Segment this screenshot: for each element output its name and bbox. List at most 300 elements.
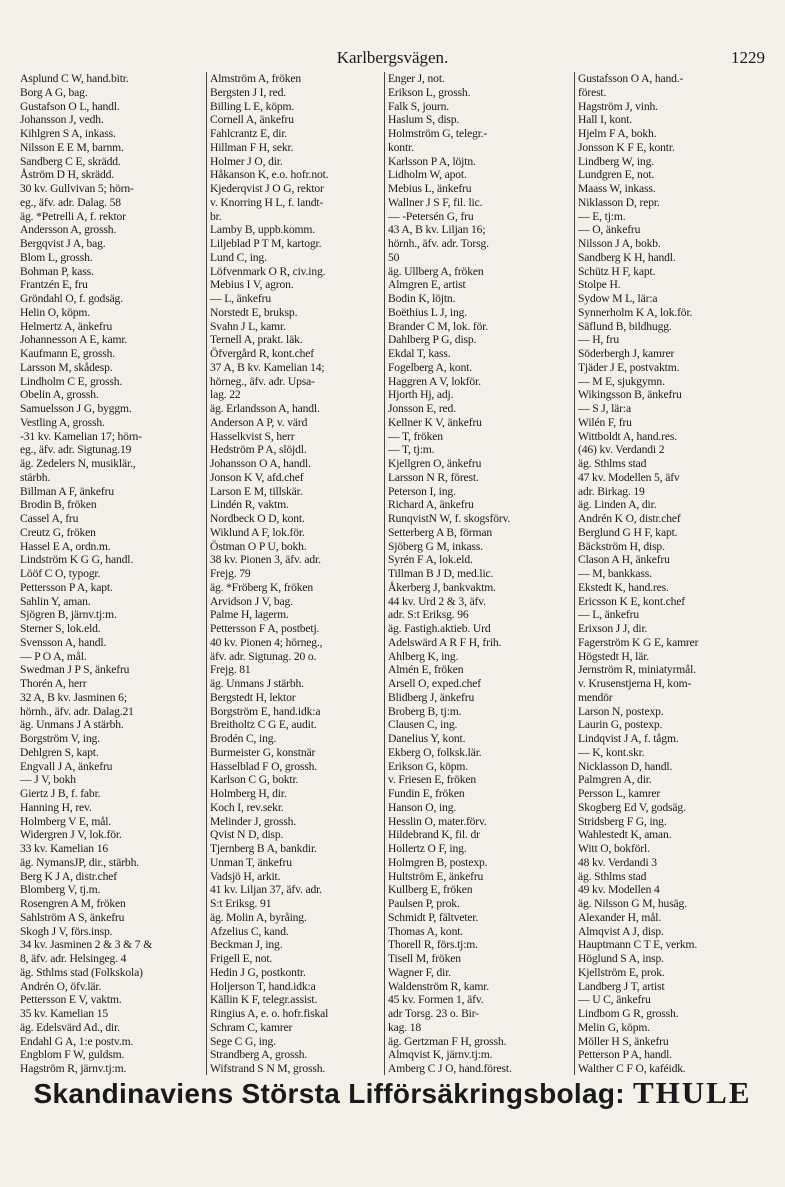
directory-line: Erikson G, köpm.	[388, 759, 469, 773]
directory-line: — L, änkefru	[578, 608, 639, 622]
directory-line: Löfvenmark O R, civ.ing.	[210, 264, 326, 278]
directory-line: äg. *Fröberg K, fröken	[210, 580, 314, 594]
directory-line: Bergsten J I, red.	[210, 85, 286, 99]
directory-line: RunqvistN W, f. skogsförv.	[388, 512, 511, 525]
directory-line: Jonsson E, red.	[388, 402, 456, 415]
directory-line: Schütz H F, kapt.	[578, 264, 656, 278]
directory-line: hörneg., äfv. adr. Upsa-	[210, 374, 315, 388]
directory-line: Kjellström E, prok.	[578, 965, 665, 979]
directory-line: Öfvergård R, kont.chef	[210, 347, 315, 360]
directory-line: Schmidt P, fältveter.	[388, 910, 479, 924]
directory-line: Giertz J B, f. fabr.	[20, 787, 101, 800]
directory-line: Koch I, rev.sekr.	[210, 800, 284, 814]
directory-line: Helin O, köpm.	[20, 305, 91, 319]
directory-line: Hildebrand K, fil. dr	[388, 828, 480, 842]
directory-line: Andrén K O, distr.chef	[578, 512, 681, 525]
directory-line: Almström A, fröken	[210, 72, 302, 85]
directory-line: Wiklund A F, lok.för.	[210, 525, 305, 539]
directory-line: Hall I, kont.	[578, 113, 633, 127]
directory-line: Nordbeck O D, kont.	[210, 512, 305, 525]
directory-line: adr. Birkag. 19	[578, 484, 645, 498]
directory-line: Fogelberg A, kont.	[388, 360, 473, 374]
directory-line: Sjögren B, järnv.tj:m.	[20, 608, 117, 622]
directory-line: Frejg. 79	[210, 567, 251, 580]
directory-line: Creutz G, fröken	[20, 525, 96, 539]
directory-line: äg. Fastigh.aktieb. Urd	[388, 622, 491, 635]
directory-line: Blomberg V, tj.m.	[20, 883, 101, 897]
directory-line: Hanson O, ing.	[388, 800, 457, 814]
directory-line: Obelin A, grossh.	[20, 388, 99, 402]
directory-line: 40 kv. Pionen 4; hörneg.,	[210, 635, 323, 649]
directory-line: Ekberg O, folksk.lär.	[388, 745, 482, 759]
directory-line: Landberg J T, artist	[578, 979, 665, 993]
directory-line: Lamby B, uppb.komm.	[210, 223, 316, 237]
directory-line: Åström D H, skrädd.	[20, 168, 115, 182]
directory-line: Breitholtz C G E, audit.	[210, 718, 317, 732]
directory-line: Engblom F W, guldsm.	[20, 1048, 125, 1062]
directory-line: Borgström E, hand.idk:a	[210, 704, 321, 718]
directory-line: Andersson A, grossh.	[20, 223, 117, 237]
directory-line: 44 kv. Urd 2 & 3, äfv.	[388, 594, 486, 608]
directory-line: Stridsberg F G, ing.	[578, 814, 667, 828]
directory-line: Lindqvist J A, f. tågm.	[578, 732, 679, 745]
directory-columns	[20, 72, 770, 1075]
directory-line: Johansson O A, handl.	[210, 457, 311, 470]
directory-line: Anderson A P, v. värd	[210, 415, 308, 429]
directory-line: — S J, lär:a	[578, 402, 631, 415]
directory-line: Nicklasson D, handl.	[578, 759, 673, 773]
directory-line: Håkanson K, e.o. hofr.not.	[210, 168, 329, 182]
directory-line: Hauptmann C T E, verkm.	[578, 938, 698, 952]
directory-line: Gröndahl O, f. godsäg.	[20, 292, 123, 305]
directory-line: stärbh.	[20, 470, 51, 484]
directory-line: Kaufmann E, grossh.	[20, 347, 116, 360]
directory-line: Samuelsson J G, byggm.	[20, 402, 132, 415]
directory-line: Billman A F, änkefru	[20, 484, 114, 498]
page-header	[20, 48, 765, 70]
directory-line: Stolpe H.	[578, 278, 621, 292]
directory-line: Karlson C G, boktr.	[210, 773, 299, 787]
directory-line: Sahlin Y, aman.	[20, 594, 91, 608]
directory-line: Strandberg A, grossh.	[210, 1048, 308, 1062]
directory-line: Bohman P, kass.	[20, 264, 94, 278]
directory-line: adr. S:t Eriksg. 96	[388, 608, 469, 622]
directory-line: Tjäder J E, postvaktm.	[578, 360, 680, 374]
directory-line: Arvidson J V, bag.	[210, 594, 293, 608]
directory-line: 8, äfv. adr. Helsingeg. 4	[20, 952, 127, 965]
street-title: Karlbergsvägen.	[336, 48, 449, 67]
directory-line: — U C, änkefru	[578, 993, 651, 1007]
directory-line: Frigell E, not.	[210, 952, 273, 965]
directory-line: Broberg B, tj:m.	[388, 704, 462, 718]
directory-line: Lundgren E, not.	[578, 168, 655, 182]
directory-line: 32 A, B kv. Jasminen 6;	[20, 690, 127, 704]
directory-line: Engvall J A, änkefru	[20, 759, 113, 773]
directory-line: äg. Gertzman F H, grossh.	[388, 1034, 507, 1048]
directory-line: 38 kv. Pionen 3, äfv. adr.	[210, 553, 321, 567]
directory-line: Cassel A, fru	[20, 512, 79, 525]
directory-line: Nilsson E E M, barnm.	[20, 140, 124, 154]
directory-line: Syrén F A, lok.eld.	[388, 553, 473, 567]
directory-line: Witt O, bokförl.	[578, 842, 650, 855]
directory-line: Brander C M, lok. för.	[388, 319, 489, 333]
directory-line: Walther C F O, kaféidk.	[578, 1062, 686, 1075]
directory-line: Lindholm C E, grossh.	[20, 374, 123, 388]
directory-line: Hillman F H, sekr.	[210, 140, 294, 154]
directory-line: Brodin B, fröken	[20, 498, 97, 512]
directory-line: Andrén O, öfv.lär.	[20, 979, 102, 993]
directory-line: Hedin J G, postkontr.	[210, 965, 306, 979]
page-number: 1229	[731, 48, 765, 67]
directory-line: Pettersson P A, kapt.	[20, 580, 113, 594]
directory-line: — J V, bokh	[20, 773, 76, 787]
directory-line: Sandberg C E, skrädd.	[20, 154, 121, 168]
directory-line: Johansson J, vedh.	[20, 113, 104, 127]
directory-line: Burmeister G, konstnär	[210, 745, 316, 759]
directory-line: 48 kv. Verdandi 3	[578, 855, 657, 869]
directory-line: Åkerberg J, bankvaktm.	[388, 580, 496, 594]
directory-line: Ahlberg K, ing.	[388, 649, 459, 663]
directory-line: Schram C, kamrer	[210, 1020, 293, 1034]
directory-line: (46) kv. Verdandi 2	[578, 443, 665, 457]
directory-line: Clason A H, änkefru	[578, 553, 670, 567]
directory-line: Wilén F, fru	[578, 415, 632, 429]
directory-line: äg. Sthlms stad	[578, 869, 647, 883]
directory-line: Holmberg V E, mål.	[20, 814, 112, 828]
directory-line: 47 kv. Modellen 5, äfv	[578, 470, 680, 484]
directory-line: Sjöberg G M, inkass.	[388, 539, 484, 553]
directory-line: Haggren A V, lokför.	[388, 374, 481, 388]
directory-line: Fahlcrantz E, dir.	[210, 127, 288, 140]
directory-line: 45 kv. Formen 1, äfv.	[388, 993, 484, 1007]
directory-line: Melin G, köpm.	[578, 1020, 650, 1034]
directory-line: Ternell A, prakt. läk.	[210, 333, 303, 347]
directory-line: Frantzén E, fru	[20, 278, 88, 292]
directory-line: äg. NymansJP, dir., stärbh.	[20, 855, 139, 869]
directory-line: äg. Erlandsson A, handl.	[210, 402, 320, 415]
directory-line: Wifstrand S N M, grossh.	[210, 1062, 326, 1075]
directory-line: Larson E M, tillskär.	[210, 484, 303, 498]
directory-line: Rosengren A M, fröken	[20, 897, 126, 910]
directory-line: Svahn J L, kamr.	[210, 319, 286, 333]
directory-line: Almgren E, artist	[388, 278, 466, 292]
directory-line: Fagerström K G E, kamrer	[578, 635, 699, 649]
directory-line: Beckman J, ing.	[210, 938, 283, 952]
directory-line: äg. Molin A, byråing.	[210, 910, 307, 924]
directory-line: Hesslin O, mater.förv.	[388, 814, 487, 828]
directory-line: Dehlgren S, kapt.	[20, 745, 99, 759]
directory-line: Höglund S A, insp.	[578, 952, 664, 965]
directory-line: Ekdal T, kass.	[388, 347, 451, 360]
directory-line: förest.	[578, 85, 607, 99]
directory-line: hörnh., äfv. adr. Torsg.	[388, 237, 489, 250]
directory-line: lag. 22	[210, 388, 241, 402]
column-1	[20, 72, 198, 1075]
directory-line: v. Friesen E, fröken	[388, 773, 477, 787]
directory-line: Hasselblad F O, grossh.	[210, 759, 318, 773]
directory-line: — M E, sjukgymn.	[578, 374, 665, 388]
directory-line: mendör	[578, 690, 613, 704]
directory-line: — M, bankkass.	[578, 567, 652, 580]
directory-line: Hjelm F A, bokh.	[578, 127, 657, 140]
directory-line: Holmgren B, postexp.	[388, 855, 488, 869]
directory-line: Svensson A, handl.	[20, 635, 107, 649]
directory-line: Bäckström H, disp.	[578, 539, 665, 553]
directory-line: äg. Sthlms stad (Folkskola)	[20, 965, 143, 979]
directory-line: Larsson N R, förest.	[388, 470, 479, 484]
directory-line: Bergstedt H, lektor	[210, 690, 296, 704]
directory-line: äg. Unmans J stärbh.	[210, 677, 304, 690]
directory-line: Petterson P A, handl.	[578, 1048, 672, 1062]
directory-line: — L, änkefru	[210, 292, 271, 305]
directory-line: Ekstedt K, hand.res.	[578, 580, 669, 594]
directory-line: Tillman B J D, med.lic.	[388, 567, 494, 580]
directory-line: Thorell R, förs.tj:m.	[388, 938, 478, 952]
directory-line: Holmberg H, dir.	[210, 787, 287, 800]
directory-line: Mebius L, änkefru	[388, 182, 472, 195]
directory-line: Borg A G, bag.	[20, 85, 88, 99]
directory-line: Thorén A, herr	[20, 677, 87, 690]
directory-line: Holmer J O, dir.	[210, 154, 283, 168]
directory-line: Tjernberg B A, bankdir.	[210, 842, 317, 855]
directory-line: Bergqvist J A, bag.	[20, 237, 106, 250]
directory-line: Alexander H, mål.	[578, 910, 662, 924]
directory-line: Dahlberg P G, disp.	[388, 333, 477, 347]
directory-line: Afzelius C, kand.	[210, 924, 289, 938]
directory-line: Karlsson P A, löjtn.	[388, 154, 476, 168]
directory-line: Cornell A, änkefru	[210, 113, 294, 127]
directory-line: Kihlgren S A, inkass.	[20, 127, 116, 140]
directory-line: Laurin G, postexp.	[578, 718, 663, 732]
directory-line: Palmgren A, dir.	[578, 773, 652, 787]
directory-line: Wahlestedt K, aman.	[578, 828, 672, 842]
directory-line: Ringius A, e. o. hofr.fiskal	[210, 1007, 329, 1020]
directory-line: eg., äfv. adr. Sigtunag.19	[20, 443, 132, 457]
column-3	[384, 72, 566, 1075]
directory-line: Högstedt H, lär.	[578, 649, 650, 663]
directory-line: — K, kont.skr.	[578, 745, 645, 759]
directory-line: Borgström V, ing.	[20, 732, 100, 745]
directory-line: Unman T, änkefru	[210, 855, 292, 869]
directory-line: äg. Unmans J A stärbh.	[20, 718, 124, 732]
directory-line: Endahl G A, 1:e postv.m.	[20, 1034, 134, 1048]
directory-line: Skogh J V, förs.insp.	[20, 924, 113, 938]
directory-line: Söderbergh J, kamrer	[578, 347, 675, 360]
directory-line: äg. Linden A, dir.	[578, 498, 657, 512]
directory-line: -31 kv. Kamelian 17; hörn-	[20, 429, 142, 443]
directory-line: Swedman J P S, änkefru	[20, 663, 130, 677]
directory-line: 43 A, B kv. Liljan 16;	[388, 223, 486, 237]
directory-line: Kullberg E, fröken	[388, 883, 473, 897]
directory-line: Pettersson E V, vaktm.	[20, 993, 122, 1007]
directory-line: Blom L, grossh.	[20, 250, 93, 264]
directory-line: äg. Zedelers N, musiklär.,	[20, 457, 136, 470]
directory-line: Jonsson K F E, kontr.	[578, 140, 675, 154]
directory-line: Pettersson F A, postbetj.	[210, 622, 320, 635]
directory-line: Berglund G H F, kapt.	[578, 525, 678, 539]
directory-line: br.	[210, 209, 222, 223]
directory-line: Wikingsson B, änkefru	[578, 388, 682, 402]
directory-line: v. Knorring H L, f. landt-	[210, 195, 324, 209]
directory-line: v. Krusenstjerna H, kom-	[578, 677, 692, 690]
directory-line: 33 kv. Kamelian 16	[20, 842, 108, 855]
directory-line: Billing L E, köpm.	[210, 99, 295, 113]
directory-line: Vadsjö H, arkit.	[210, 869, 281, 883]
directory-line: Hanning H, rev.	[20, 800, 92, 814]
directory-line: Brodén C, ing.	[210, 732, 277, 745]
directory-line: 41 kv. Liljan 37, äfv. adr.	[210, 883, 322, 897]
directory-line: Holjerson T, hand.idk:a	[210, 979, 316, 993]
directory-line: Maass W, inkass.	[578, 182, 656, 195]
directory-line: Möller H S, änkefru	[578, 1034, 669, 1048]
directory-line: Qvist N D, disp.	[210, 828, 284, 842]
directory-line: 50	[388, 250, 400, 264]
directory-line: Hagström J, vinh.	[578, 99, 658, 113]
directory-line: Almqvist A J, disp.	[578, 924, 664, 938]
directory-line: Hasselkvist S, herr	[210, 429, 295, 443]
directory-line: Falk S, journ.	[388, 99, 450, 113]
directory-line: äg. *Petrelli A, f. rektor	[20, 209, 126, 223]
directory-line: eg., äfv. adr. Dalag. 58	[20, 195, 121, 209]
directory-line: Lööf C O, typogr.	[20, 567, 101, 580]
directory-line: hörnh., äfv. adr. Dalag.21	[20, 704, 134, 718]
directory-line: 49 kv. Modellen 4	[578, 883, 660, 897]
directory-line: Lindberg W, ing.	[578, 154, 654, 168]
directory-line: Paulsen P, prok.	[388, 897, 460, 910]
directory-line: Enger J, not.	[388, 72, 445, 85]
directory-line: — H, fru	[578, 333, 619, 347]
directory-line: Sandberg K H, handl.	[578, 250, 676, 264]
directory-line: Palme H, lagerm.	[210, 608, 289, 622]
directory-line: Asplund C W, hand.bitr.	[20, 72, 129, 85]
directory-line: Hassel E A, ordn.m.	[20, 539, 111, 553]
footer-ad-text: Skandinaviens Största Lifförsäkringsbolag:	[33, 1078, 625, 1109]
directory-line: Johannesson A E, kamr.	[20, 333, 128, 347]
directory-line: Wagner F, dir.	[388, 965, 452, 979]
directory-line: Helmertz A, änkefru	[20, 319, 113, 333]
directory-line: Amberg C J O, hand.förest.	[388, 1062, 512, 1075]
directory-line: Widergren J V, lok.för.	[20, 828, 122, 842]
directory-line: Gustafsson O A, hand.-	[578, 72, 684, 85]
directory-line: — E, tj:m.	[578, 209, 626, 223]
directory-line: Jonson K V, afd.chef	[210, 470, 304, 484]
directory-line: — T, fröken	[388, 429, 443, 443]
directory-line: Vestling A, grossh.	[20, 415, 105, 429]
directory-line: kontr.	[388, 140, 414, 154]
directory-line: Frejg. 81	[210, 663, 251, 677]
directory-line: Danelius Y, kont.	[388, 732, 466, 745]
directory-line: Kjederqvist J O G, rektor	[210, 182, 324, 195]
directory-line: — T, tj:m.	[388, 443, 435, 457]
directory-line: Norstedt E, bruksp.	[210, 305, 298, 319]
directory-line: Lindbom G R, grossh.	[578, 1007, 679, 1020]
directory-line: — -Petersén G, fru	[388, 209, 474, 223]
directory-line: Nilsson J A, bokb.	[578, 237, 661, 250]
directory-line: äg. Nilsson G M, husäg.	[578, 897, 687, 910]
directory-line: 37 A, B kv. Kamelian 14;	[210, 360, 325, 374]
directory-line: Sydow M L, lär:a	[578, 292, 658, 305]
directory-line: Arsell O, exped.chef	[388, 677, 481, 690]
column-4	[574, 72, 779, 1075]
directory-line: Persson L, kamrer	[578, 787, 661, 800]
directory-line: Lidholm W, apot.	[388, 168, 467, 182]
directory-line: Blidberg J, änkefru	[388, 690, 475, 704]
directory-line: Hjorth Hj, adj.	[388, 388, 454, 402]
column-2	[206, 72, 376, 1075]
directory-line: Bodin K, löjtn.	[388, 292, 456, 305]
directory-line: Jernström R, miniatyrmål.	[578, 663, 696, 677]
directory-line: Waldenström R, kamr.	[388, 979, 490, 993]
directory-line: Hedström P A, slöjdl.	[210, 443, 307, 457]
directory-line: Hagström R, järnv.tj:m.	[20, 1062, 127, 1075]
directory-line: Almén E, fröken	[388, 663, 464, 677]
directory-line: Almqvist K, järnv.tj:m.	[388, 1048, 493, 1062]
directory-line: Fundin E, fröken	[388, 787, 465, 800]
directory-line: 30 kv. Gullvivan 5; hörn-	[20, 182, 134, 195]
directory-line: Gustafson O L, handl.	[20, 99, 120, 113]
directory-line: Clausen C, ing.	[388, 718, 458, 732]
directory-line: Wallner J S F, fil. lic.	[388, 195, 483, 209]
directory-line: Niklasson D, repr.	[578, 195, 660, 209]
directory-line: Hollertz O F, ing.	[388, 842, 467, 855]
directory-line: — O, änkefru	[578, 223, 641, 237]
directory-line: Tisell M, fröken	[388, 952, 461, 965]
directory-line: Kellner K V, änkefru	[388, 415, 482, 429]
directory-line: Thomas A, kont.	[388, 924, 464, 938]
directory-line: Haslum S, disp.	[388, 113, 460, 127]
directory-line: Setterberg A B, förman	[388, 525, 493, 539]
directory-line: 35 kv. Kamelian 15	[20, 1007, 108, 1020]
footer-brand: THULE	[632, 1075, 752, 1110]
directory-line: äg. Edelsvärd Ad., dir.	[20, 1020, 120, 1034]
directory-line: Ericsson K E, kont.chef	[578, 594, 685, 608]
directory-line: kag. 18	[388, 1020, 422, 1034]
directory-line: 34 kv. Jasminen 2 & 3 & 7 &	[20, 938, 153, 952]
directory-line: Synnerholm K A, lok.för.	[578, 305, 693, 319]
directory-line: Sterner S, lok.eld.	[20, 622, 101, 635]
directory-line: Wittboldt A, hand.res.	[578, 429, 677, 443]
directory-line: Sege C G, ing.	[210, 1034, 276, 1048]
directory-line: Lindén R, vaktm.	[210, 498, 289, 512]
directory-line: äg. Sthlms stad	[578, 457, 647, 470]
directory-line: Erikson L, grossh.	[388, 85, 471, 99]
directory-line: äfv. adr. Sigtunag. 20 o.	[210, 649, 317, 663]
directory-line: Lund C, ing.	[210, 250, 267, 264]
directory-line: Mebius I V, agron.	[210, 278, 294, 292]
directory-line: Peterson I, ing.	[388, 484, 456, 498]
footer-advertisement	[0, 1075, 785, 1111]
directory-line: — P O A, mål.	[20, 649, 87, 663]
directory-line: Säflund B, bildhugg.	[578, 319, 672, 333]
directory-line: Richard A, änkefru	[388, 498, 474, 512]
directory-line: Kjellgren O, änkefru	[388, 457, 482, 470]
directory-line: S:t Eriksg. 91	[210, 897, 272, 910]
directory-line: äg. Ullberg A, fröken	[388, 264, 484, 278]
directory-line: Melinder J, grossh.	[210, 814, 297, 828]
directory-line: adr Torsg. 23 o. Bir-	[388, 1007, 479, 1020]
directory-line: Boëthius L J, ing.	[388, 305, 467, 319]
directory-line: Holmström G, telegr.-	[388, 127, 488, 140]
directory-line: Östman O P U, bokh.	[210, 539, 307, 553]
directory-line: Adelswärd A R F H, frih.	[388, 635, 502, 649]
directory-line: Liljeblad P T M, kartogr.	[210, 237, 322, 250]
directory-line: Källin K F, telegr.assist.	[210, 993, 318, 1007]
directory-line: Larson N, postexp.	[578, 704, 664, 718]
directory-line: Hultström E, änkefru	[388, 869, 484, 883]
directory-line: Larsson M, skådesp.	[20, 360, 113, 374]
directory-line: Lindström K G G, handl.	[20, 553, 134, 567]
directory-line: Berg K J A, distr.chef	[20, 869, 117, 883]
